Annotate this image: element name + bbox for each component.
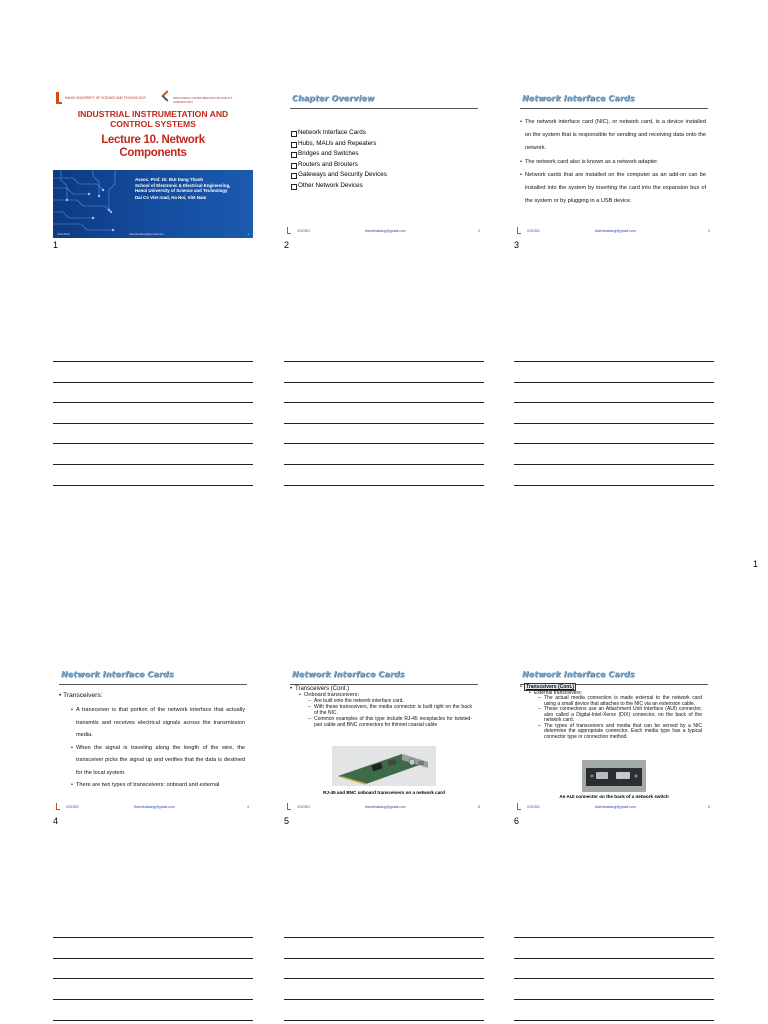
lecture-title-line2: Components [119, 146, 187, 159]
footer-logo-icon [287, 803, 291, 810]
lab-name: INDUSTRIAL INSTRUMENTATION AND IoT LABORATORY [173, 96, 233, 104]
footer-code: VGOSO [297, 805, 310, 809]
slide-number: 4 [53, 816, 59, 826]
footer-code: VGOSO [297, 229, 310, 233]
footer-date: 4/11/2021 [57, 232, 71, 236]
footer-email: thanhbuidang@gmail.com [365, 805, 406, 809]
footer-code: VGOSO [527, 805, 540, 809]
slide-number: 3 [514, 240, 520, 250]
title-slide-header [53, 88, 253, 170]
aui-connector-photo [582, 760, 646, 792]
title-rule [59, 684, 247, 685]
notes-line [284, 443, 484, 444]
slide-5 [284, 664, 484, 814]
notes-line [284, 1020, 484, 1021]
notes-line [284, 423, 484, 424]
footer-logo-icon [287, 227, 291, 234]
notes-line [514, 402, 714, 403]
footer-email: thanhbuidang@gmail.com [129, 232, 164, 236]
slide-4 [53, 664, 253, 814]
footer-num: 1 [247, 232, 249, 236]
notes-line [284, 978, 484, 979]
title-rule [290, 684, 478, 685]
lecture-title-line1: Lecture 10. Network [101, 134, 205, 146]
notes-line [284, 958, 484, 959]
course-title-line1: INDUSTRIAL INSTRUMETATION AND [77, 109, 229, 119]
footer-num: 2 [478, 229, 480, 233]
notes-line [53, 402, 253, 403]
slide-footer [56, 803, 249, 811]
notes-line [514, 937, 714, 938]
university-logo [56, 92, 62, 104]
list-item: Gateways and Security Devices [291, 170, 387, 181]
page-number: 1 [753, 559, 759, 569]
notes-line [514, 999, 714, 1000]
level3-item: – The types of transceivers and media that can be served by a NIC determine the appropriate connector. Each media type has a typical connector type or connection method. [520, 724, 708, 741]
footer-email: thanhbuidang@gmail.com [595, 805, 636, 809]
nested-list [520, 685, 708, 740]
author-banner [53, 170, 253, 238]
bullet-list [520, 116, 706, 208]
notes-line [53, 485, 253, 486]
list-item: Routers and Brouters [291, 160, 387, 171]
bullet-item: • Network cards that are installed on the computer as an add-on can be installed into the system by inserting the card into the expansion bus of the system or by plugging in a USB device. [520, 169, 706, 209]
nested-list [290, 686, 478, 728]
notes-line [514, 423, 714, 424]
footer-email: thanhbuidang@gmail.com [134, 805, 175, 809]
level3-item: – With these transceivers, the media connector is built right on the back of the NIC. [290, 704, 478, 716]
notes-line [53, 443, 253, 444]
notes-line [53, 978, 253, 979]
slide-title: Network Interface Cards [61, 670, 174, 679]
slide-3 [514, 88, 714, 238]
network-card-photo [332, 746, 436, 786]
level3-item: – The actual media connection is made external to the network card using a small device that attaches to the NIC via an extension cable. [520, 696, 708, 707]
level1-item: • Transceivers (Cont.) [290, 686, 478, 692]
notes-line [53, 382, 253, 383]
footer-num: 4 [247, 805, 249, 809]
list-item: Other Network Devices [291, 181, 387, 192]
footer-logo-icon [56, 803, 60, 810]
image-caption: RJ-45 and BNC onboard transceivers on a network card [323, 790, 445, 795]
circuit-decoration-icon [53, 170, 133, 238]
bullet-heading: • Transceivers: [59, 692, 103, 699]
author-block [135, 177, 230, 200]
slide-title: Network Interface Cards [522, 94, 635, 103]
school-line2: Hanoi University of Science and Technology [135, 188, 228, 194]
slide-footer [517, 227, 710, 235]
slide-number: 1 [53, 240, 59, 250]
slide-number: 6 [514, 816, 520, 826]
notes-line [514, 958, 714, 959]
transceivers-heading: Transceivers: [63, 692, 103, 699]
title-rule [520, 108, 708, 109]
bullet-item: • The network interface card (NIC), or network card, is a device installed on the system that is responsible for sending and receiving data onto the network. [520, 116, 706, 156]
bullet-item: • When the signal is traveling along the length of the wire, the transceiver picks the signal up and verifies that the data is destined for the local system. [71, 742, 245, 780]
bullet-list [71, 704, 245, 792]
title-slide-footer [57, 232, 249, 236]
course-title-line2: CONTROL SYSTEMS [110, 118, 196, 129]
slide-footer [517, 803, 710, 811]
footer-num: 5 [478, 805, 480, 809]
notes-line [53, 999, 253, 1000]
notes-line [284, 402, 484, 403]
footer-num: 6 [708, 805, 710, 809]
slide-number: 5 [284, 816, 290, 826]
slide-footer [287, 227, 480, 235]
notes-line [514, 485, 714, 486]
slide-title: Network Interface Cards [292, 670, 405, 679]
network-card-icon [332, 746, 436, 786]
slide-title: Network Interface Cards [522, 670, 635, 679]
level3-item: – These connections use an Attachment Unit Interface (AUI) connector, also called a Digital-Intel-Xerox (DIX) connector, on the back of the network card. [520, 707, 708, 724]
notes-line [284, 382, 484, 383]
notes-line [514, 361, 714, 362]
bullet-item: • The network card also is known as a network adapter. [520, 156, 706, 169]
footer-num: 3 [708, 229, 710, 233]
course-title [53, 110, 253, 129]
footer-email: thanhbuidang@gmail.com [595, 229, 636, 233]
footer-code: VGOSO [66, 805, 79, 809]
notes-line [284, 999, 484, 1000]
list-item: Bridges and Switches [291, 149, 387, 160]
notes-line [514, 443, 714, 444]
title-rule [290, 108, 478, 109]
bullet-item: • There are two types of transceivers: onboard and external [71, 779, 245, 792]
level3-item: – Are built onto the network interface card. [290, 698, 478, 704]
address: Dai Co Viet road, Ha Noi, Viet Nam [135, 194, 207, 200]
slide-footer [287, 803, 480, 811]
level1-label: Transceivers (Cont.) [526, 684, 575, 690]
level3-item: – Common examples of this type include RJ-45 receptacles for twisted-pair cable and BNC connectors for thinnet coaxial cable [290, 716, 478, 728]
notes-line [53, 958, 253, 959]
notes-line [284, 361, 484, 362]
list-item: Network Interface Cards [291, 128, 387, 139]
footer-email: thanhbuidang@gmail.com [365, 229, 406, 233]
university-name: HANOI UNIVERSITY OF SCIENCE AND TECHNOLOGY [65, 96, 146, 100]
slide-title: Chapter Overview [292, 94, 375, 103]
slide-number: 2 [284, 240, 290, 250]
notes-line [53, 464, 253, 465]
notes-line [284, 937, 484, 938]
lecture-title [53, 134, 253, 159]
bullet-item: • A transceiver is that portion of the network interface that actually transmits and receives electrical signals across the transmission media. [71, 704, 245, 742]
notes-line [284, 464, 484, 465]
list-item: Hubs, MAUs and Repeaters [291, 139, 387, 150]
notes-line [284, 485, 484, 486]
notes-line [514, 978, 714, 979]
notes-line [514, 382, 714, 383]
aui-connector-icon [582, 760, 646, 792]
image-caption: An AUI connector on the back of a network switch [559, 794, 669, 799]
notes-line [53, 361, 253, 362]
notes-line [514, 1020, 714, 1021]
footer-logo-icon [517, 803, 521, 810]
footer-code: VGOSO [527, 229, 540, 233]
lab-logo [161, 90, 172, 101]
school-line1: School of Electronic & Electrical Engineering, [135, 182, 231, 188]
footer-logo-icon [517, 227, 521, 234]
notes-line [53, 937, 253, 938]
slide-1 [53, 88, 253, 238]
level2-item: • Onboard transceivers: [290, 692, 478, 698]
author-name: Assoc. Prof. Dr. BUI Dang Thanh [135, 177, 204, 182]
slide-6 [514, 664, 714, 814]
notes-line [514, 464, 714, 465]
overview-list [291, 128, 387, 191]
slide-2 [284, 88, 484, 238]
notes-line [53, 1020, 253, 1021]
notes-line [53, 423, 253, 424]
level2-item: • External transceivers: [520, 691, 708, 697]
